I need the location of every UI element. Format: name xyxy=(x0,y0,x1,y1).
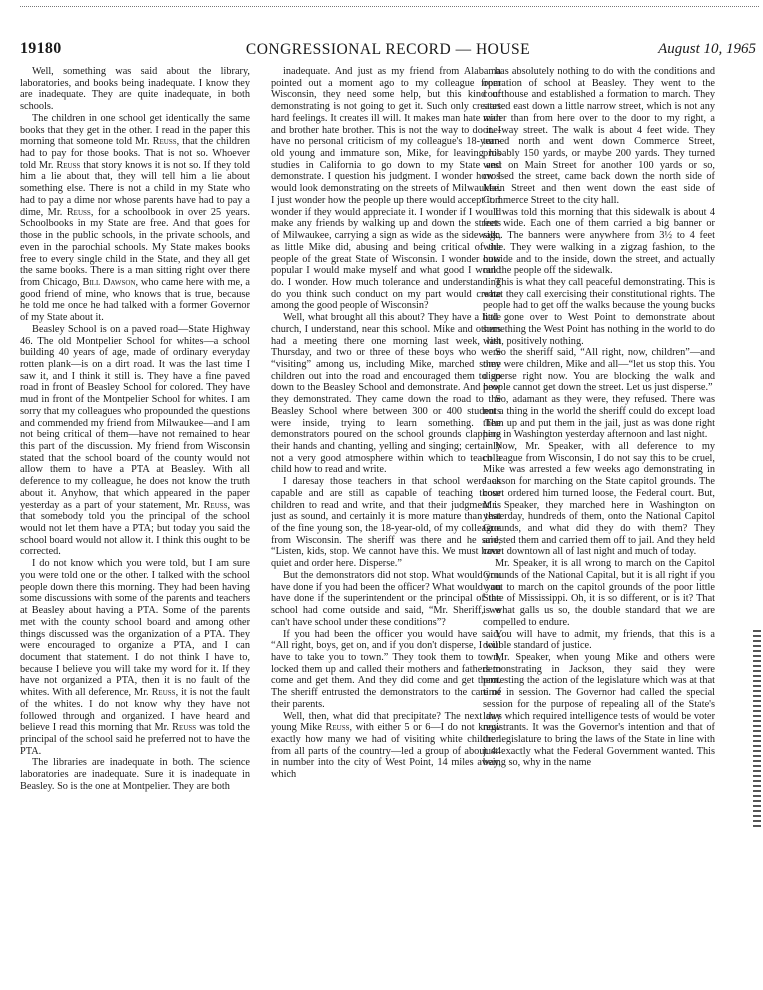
column-3 xyxy=(483,66,715,984)
paragraph: inadequate. And just as my friend from Alabama pointed out a moment ago to my colleague from Wisconsin, they need some help, but this kind of demonstrating is not going to get it. Such only creates hard feelings. It creates ill will. It makes man hate man and brother hate brother. This is not the way to do it. I have no personal criticism of my colleague's 18-year-old young and immature son, Mike, for leaving his studies in California to go down to my State and demonstrate. I question his judgment. I wonder how I would look demonstrating on the streets of Milwaukee. I just wonder how the people up there would accept it. I wonder if they would appreciate it. I wonder if I would make any friends by walking up and down the streets of Milwaukee, carrying a sign as wide as the sidewalk, as little Mike did, abusing and being critical of the people of the great State of Wisconsin. I wonder how popular I would make myself and what good I would do. I wonder. How much tolerance and understanding do you think such conduct on my part would create among the good people of Wisconsin? xyxy=(271,66,501,312)
paragraph: So the sheriff said, “All right, now, children”—and they were children, Mike and all—“let us stop this. You disperse right now. You are blocking the walk and people cannot get down the street. Let us just disperse.” xyxy=(483,347,715,394)
paragraph: But the demonstrators did not stop. What would you have done if you had been the officer? What would you have done if the superintendent or the principal of the school had come outside and said, “Mr. Sheriff, we can't have school under these conditions”? xyxy=(271,569,501,628)
member-name: Reuss xyxy=(56,159,81,171)
paragraph: Mr. Speaker, it is all wrong to march on the Capitol Grounds of the National Capital, but it is all right if you want to march on the capitol grounds of the poor little State of Mississippi. Oh, it is so different, or is it? That is what galls us so, the double standard that we are compelled to endure. xyxy=(483,558,715,628)
paragraph: Well, then, what did that precipitate? The next day young Mike Reuss, with either 5 or 6—I do not know exactly how many we had of visiting white children from all parts of the country—led a group of about 44 in number into the city of West Point, 14 miles away, which xyxy=(271,710,501,781)
top-border-rule xyxy=(20,6,759,7)
page-header xyxy=(20,40,756,62)
text-columns xyxy=(20,66,756,984)
publication-title: CONGRESSIONAL RECORD — HOUSE xyxy=(245,41,531,58)
paragraph: The children in one school get identically the same books that they get in the other. I read in the paper this morning that someone told Mr. Reuss, that the children had to pay for those books. That is not so. Whoever told Mr. Reuss that story knows it is not so. If they told him a lie about that, they will tell him a lie about something else. There is not a child in my State who had to pay a dime nor whose parents have had to pay a dime, Mr. Reuss, for a schoolbook in over 25 years. Schoolbooks in my State are free. And that goes for those in the public schools, in the private schools, and even in the parochial schools. My State makes books free to every single child in the State, and they all get the same books. There is a man sitting right over there from Chicago, Bill Dawson, who came here with me, a good friend of mine, who knows that is true, because he told me once he had talked with a former Governor of my State about it. xyxy=(20,112,250,324)
paragraph: Mr. Speaker, when young Mike and others were demonstrating in Jackson, they said they were protesting the action of the legislature which was at that time in session. The Governor had called the special session for the purpose of repealing all of the State's laws which required intelligence tests of would be voter registrants. It was the Governor's intention and that of the legislature to bring the laws of the State in line with just exactly what the Federal Government wanted. This being so, why in the name xyxy=(483,651,715,769)
paragraph: So, adamant as they were, they refused. There was not a thing in the world the sheriff could do except load them up and put them in the jail, just as was done right here in Washington yesterday afternoon and last night. xyxy=(483,394,715,441)
member-name: Reuss xyxy=(325,722,350,734)
member-name: Bill Dawson xyxy=(82,276,136,288)
member-name: Reuss xyxy=(152,136,177,148)
paragraph: This is what they call peaceful demonstrating. This is what they call exercising their constitutional rights. The people had to get off the walks because the young bucks had gone over to West Point to demonstrate about something the West Point has nothing in the world to do with, positively nothing. xyxy=(483,276,715,347)
paragraph: You will have to admit, my friends, that this is a double standard of justice. xyxy=(483,628,715,652)
paragraph: I daresay those teachers in that school were as capable and are still as capable of teaching those children to read and write, and that their judgment is just as sound, and certainly it is more mature than that of the fine young son, the 18-year-old, of my colleague from Wisconsin. The sheriff was there and he said, “Listen, kids, stop. We cannot have this. We must have quiet and order here. Disperse.” xyxy=(271,476,501,570)
paragraph: Well, what brought all this about? They have a little church, I understand, near this school. Mike and others had a meeting there one morning last week, last Thursday, and two or three of these boys who were “visiting” among us, including Mike, marched some children out into the road and encouraged them to go down to the Beasley School and demonstrate. And how they demonstrated. They came down the road to the Beasley School where between 300 or 400 students were inside, trying to learn something. The demonstrators poured on the school grounds clapping their hands and chanting, yelling and singing; certainly not a very good atmosphere within which to teach a child how to read and write. xyxy=(271,312,501,476)
scan-edge-marks xyxy=(753,630,761,980)
paragraph: If you had been the officer you would have said, “All right, boys, get on, and if you don't disperse, I will have to take you to town.” They took them to town, locked them up and called their mothers and fathers to come and get them. And they did come and get them. The sheriff entrusted the demonstrators to the care of their parents. xyxy=(271,628,501,710)
column-1 xyxy=(20,66,250,984)
member-name: Reuss xyxy=(172,722,197,734)
paragraph: has absolutely nothing to do with the conditions and operation of school at Beasley. They went to the courthouse and established a formation to march. They started east down a little narrow street, which is not any wider than from here over to the door to my right, a one-way street. The walk is about 4 feet wide. They turned north and went down Commerce Street, probably 150 yards, or maybe 200 yards. They turned west on Main Street for another 100 yards or so, crossed the street, came back down the north side of Main Street and then went down the east side of Commerce Street to the city hall. xyxy=(483,66,715,206)
member-name: Reuss xyxy=(151,687,176,699)
paragraph: I was told this morning that this sidewalk is about 4 feet wide. Each one of them carried a big banner or sign. The banners were anywhere from 3½ to 4 feet wide. They were walking in a zigzag fashion, to the outside and to the inside, down the street, and actually ran the people off the sidewalk. xyxy=(483,206,715,277)
paragraph: Well, something was said about the library, laboratories, and books being inadequate. I know they are inadequate. They are quite inadequate, in both schools. xyxy=(20,66,250,113)
member-name: Reuss xyxy=(66,206,91,218)
page-number: 19180 xyxy=(20,40,62,57)
issue-date: August 10, 1965 xyxy=(658,41,756,57)
paragraph: The libraries are inadequate in both. The science laboratories are inadequate. Sure it is inadequate in Beasley. So is the one at Montpelier. They are both xyxy=(20,757,250,792)
paragraph: Beasley School is on a paved road—State Highway 46. The old Montpelier School for whites—a school building 40 years of age, made of ordinary everyday rotten plank—is on a dirt road. It was the last time I saw it, and I think it still is. They have a fine paved road in front of Beasley School for colored. They have mud in front of the Montpelier School for whites. I am sorry that my colleagues who propounded the questions and commended my friend from Milwaukee—and I am not being critical of them—have not remained to hear this part of the discussion. My friend from Wisconsin stated that the school board of the county would not allow them to have a PTA at Beasley. With all deference to my colleague, he does not know the truth about it. Anyhow, that which appeared in the paper yesterday as a part of your statement, Mr. Reuss, was that somebody told you the principal of the school would not let them have a PTA; but today you said the school board would not allow it. I think this ought to be corrected. xyxy=(20,323,250,558)
paragraph: Now, Mr. Speaker, with all deference to my colleague from Wisconsin, I do not say this to be cruel, Mike was arrested a few weeks ago demonstrating in Jackson for marching on the State capitol grounds. The court ordered him turned loose, the Federal court. But, Mr. Speaker, they marched here in Washington on yesterday, hundreds of them, onto the National Capitol Grounds, and what did they do with them? They arrested them and carried them off to jail. And they held court downtown all of last night and much of today. xyxy=(483,441,715,558)
column-2 xyxy=(271,66,501,984)
member-name: Reuss xyxy=(203,499,228,511)
paragraph: I do not know which you were told, but I am sure you were told one or the other. I talked with the school people down there this morning. They had been having some discussions with some of the parents and teachers at Beasley about having a PTA. Some of the parents met with the county school board and among other things discussed was the organization of a PTA. They were encouraged to organize a PTA, and I can document that statement. I do not think I have to, because I believe you will take my word for it. If they have not organized a PTA, then it is no fault of the whites. With all deference, Mr. Reuss, it is not the fault of the whites. I do not know why they have not followed through and organized. I have heard and believe I read this morning that Mr. Reuss was told the principal of the school said he preferred not to have the PTA. xyxy=(20,558,250,757)
